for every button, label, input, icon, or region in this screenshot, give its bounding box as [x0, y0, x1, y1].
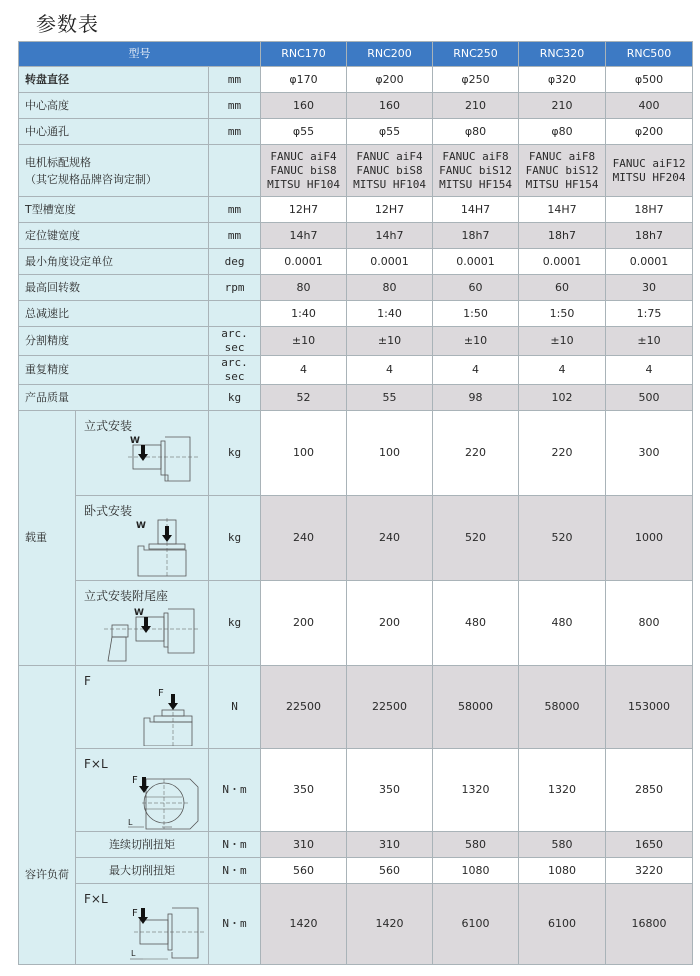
cell: 60: [433, 275, 519, 301]
cell: 300: [606, 411, 693, 496]
row-label: 定位键宽度: [19, 223, 209, 249]
row-label: [19, 145, 209, 197]
table-row: [19, 301, 693, 327]
cell: 102: [519, 385, 606, 411]
row-label: 转盘直径: [19, 67, 209, 93]
svg-text:F: F: [158, 688, 164, 699]
cell: 310: [261, 832, 347, 858]
row-unit: mm: [209, 197, 261, 223]
row-label: 中心高度: [19, 93, 209, 119]
cell: 220: [519, 411, 606, 496]
vertical-mount-diagram-icon: [128, 433, 203, 491]
cell: [433, 145, 519, 197]
cell: 6100: [433, 884, 519, 965]
row-label: 中心通孔: [19, 119, 209, 145]
cell: 0.0001: [606, 249, 693, 275]
motor-spec: FANUC aiF12: [612, 156, 686, 170]
motor-spec: FANUC aiF4: [270, 149, 337, 163]
table-row: [19, 581, 693, 666]
cell: 58000: [433, 666, 519, 749]
cell: ±10: [261, 327, 347, 356]
cell: φ55: [261, 119, 347, 145]
row-unit: arc. sec: [209, 356, 261, 385]
cell: φ320: [519, 67, 606, 93]
table-row: [19, 858, 693, 884]
row-unit: kg: [209, 411, 261, 496]
row-unit: mm: [209, 67, 261, 93]
motor-spec: FANUC aiF8: [528, 149, 596, 163]
cell: 1080: [433, 858, 519, 884]
cell: 12H7: [261, 197, 347, 223]
row-unit: [209, 145, 261, 197]
cell: 1420: [261, 884, 347, 965]
table-row: [19, 249, 693, 275]
cell: 480: [519, 581, 606, 666]
row-unit: arc. sec: [209, 327, 261, 356]
allowable-moment-cell: [76, 749, 209, 832]
cell: 4: [606, 356, 693, 385]
cell: 18h7: [519, 223, 606, 249]
motor-spec: FANUC biS12: [439, 163, 512, 177]
cell: 520: [519, 496, 606, 581]
cell: 0.0001: [347, 249, 433, 275]
cell: ±10: [606, 327, 693, 356]
cell: 3220: [606, 858, 693, 884]
cell: 560: [347, 858, 433, 884]
cell: 22500: [261, 666, 347, 749]
svg-text:W: W: [134, 608, 144, 618]
table-row: [19, 275, 693, 301]
table-row: [19, 223, 693, 249]
cell: φ55: [347, 119, 433, 145]
cell: 18H7: [606, 197, 693, 223]
cell: φ500: [606, 67, 693, 93]
cell: ±10: [433, 327, 519, 356]
table-row: [19, 666, 693, 749]
cell: 210: [433, 93, 519, 119]
row-unit: N・m: [209, 749, 261, 832]
cell: 55: [347, 385, 433, 411]
cell: 580: [519, 832, 606, 858]
cell: 58000: [519, 666, 606, 749]
cell: 2850: [606, 749, 693, 832]
cell: ±10: [347, 327, 433, 356]
cell: ±10: [519, 327, 606, 356]
motor-label-note: （其它规格品牌咨询定制）: [25, 172, 157, 186]
row-unit: mm: [209, 93, 261, 119]
cell: 1:50: [433, 301, 519, 327]
cell: 1:50: [519, 301, 606, 327]
vertical-tailstock-diagram-icon: [104, 605, 204, 663]
cell: 500: [606, 385, 693, 411]
cell: [519, 145, 606, 197]
cell: 210: [519, 93, 606, 119]
model-col-1: RNC170: [261, 42, 347, 67]
cell: φ250: [433, 67, 519, 93]
svg-text:F: F: [132, 775, 138, 786]
cell: 0.0001: [519, 249, 606, 275]
table-row: [19, 385, 693, 411]
motor-spec: FANUC aiF8: [442, 149, 509, 163]
cell: 560: [261, 858, 347, 884]
row-unit: mm: [209, 119, 261, 145]
cell: 4: [519, 356, 606, 385]
model-col-4: RNC320: [519, 42, 606, 67]
row-label: 产品质量: [19, 385, 209, 411]
cell: 200: [261, 581, 347, 666]
row-label: T型槽宽度: [19, 197, 209, 223]
row-label: 总减速比: [19, 301, 209, 327]
motor-label: 电机标配规格: [25, 155, 91, 169]
side-moment-diagram-icon: [128, 902, 204, 964]
cell: φ170: [261, 67, 347, 93]
row-unit: mm: [209, 223, 261, 249]
cell: 1650: [606, 832, 693, 858]
cell: 1:40: [347, 301, 433, 327]
row-label: 重复精度: [19, 356, 209, 385]
sub-label: F: [84, 674, 91, 688]
model-header: 型号: [19, 42, 261, 67]
model-col-3: RNC250: [433, 42, 519, 67]
cell: 1080: [519, 858, 606, 884]
motor-spec: FANUC biS8: [270, 163, 337, 177]
cell: 520: [433, 496, 519, 581]
allowable-force-cell: [76, 666, 209, 749]
row-unit: kg: [209, 496, 261, 581]
cell: 18h7: [606, 223, 693, 249]
cell: 480: [433, 581, 519, 666]
header-row: [19, 42, 693, 67]
horizontal-mount-diagram-icon: [136, 518, 196, 578]
cell: 1:40: [261, 301, 347, 327]
cell: 4: [433, 356, 519, 385]
motor-spec: FANUC biS8: [356, 163, 423, 177]
cell: 350: [347, 749, 433, 832]
cell: φ80: [433, 119, 519, 145]
table-row: [19, 496, 693, 581]
svg-text:F: F: [132, 908, 138, 919]
sub-label: 立式安装附尾座: [84, 589, 169, 603]
page-title: 参数表: [36, 12, 99, 36]
table-row: [19, 93, 693, 119]
cell: 1320: [433, 749, 519, 832]
motor-spec: FANUC aiF4: [356, 149, 423, 163]
cell: 6100: [519, 884, 606, 965]
cell: 580: [433, 832, 519, 858]
cell: 98: [433, 385, 519, 411]
row-label: 最高回转数: [19, 275, 209, 301]
row-unit: [209, 301, 261, 327]
spec-table: [18, 41, 693, 965]
sub-label: F×L: [84, 892, 108, 906]
cell: [606, 145, 693, 197]
svg-text:W: W: [136, 521, 146, 531]
sub-label: 连续切削扭矩: [76, 832, 209, 858]
load-tailstock-cell: [76, 581, 209, 666]
table-row: [19, 145, 693, 197]
cell: 350: [261, 749, 347, 832]
cell: 1:75: [606, 301, 693, 327]
motor-spec: MITSU HF104: [353, 177, 426, 191]
cell: 22500: [347, 666, 433, 749]
cell: 310: [347, 832, 433, 858]
cell: 14H7: [519, 197, 606, 223]
load-vertical-cell: [76, 411, 209, 496]
row-unit: kg: [209, 581, 261, 666]
table-row: [19, 749, 693, 832]
cell: 52: [261, 385, 347, 411]
svg-text:L: L: [131, 949, 136, 958]
table-row: [19, 832, 693, 858]
cell: 14h7: [347, 223, 433, 249]
sub-label: 立式安装: [84, 419, 133, 433]
row-unit: rpm: [209, 275, 261, 301]
load-horizontal-cell: [76, 496, 209, 581]
cell: 14h7: [261, 223, 347, 249]
svg-text:L: L: [128, 818, 133, 827]
cell: 18h7: [433, 223, 519, 249]
row-unit: N・m: [209, 832, 261, 858]
row-unit: deg: [209, 249, 261, 275]
motor-spec: MITSU HF204: [612, 170, 686, 184]
row-label: 最小角度设定单位: [19, 249, 209, 275]
axial-force-diagram-icon: [142, 684, 202, 746]
cell: [347, 145, 433, 197]
motor-spec: FANUC biS12: [525, 163, 599, 177]
cell: 220: [433, 411, 519, 496]
sub-label: 最大切削扭矩: [76, 858, 209, 884]
cell: 60: [519, 275, 606, 301]
model-col-2: RNC200: [347, 42, 433, 67]
cell: 4: [347, 356, 433, 385]
cell: 80: [261, 275, 347, 301]
table-row: [19, 411, 693, 496]
cell: 1000: [606, 496, 693, 581]
cell: 160: [261, 93, 347, 119]
motor-spec: MITSU HF104: [267, 177, 340, 191]
cell: 400: [606, 93, 693, 119]
cell: 240: [347, 496, 433, 581]
row-unit: N・m: [209, 884, 261, 965]
cell: 0.0001: [433, 249, 519, 275]
cell: [261, 145, 347, 197]
cell: 14H7: [433, 197, 519, 223]
table-row: [19, 356, 693, 385]
allowable-side-moment-cell: [76, 884, 209, 965]
cell: 4: [261, 356, 347, 385]
cell: φ200: [606, 119, 693, 145]
cell: 153000: [606, 666, 693, 749]
cell: 30: [606, 275, 693, 301]
motor-spec: MITSU HF154: [525, 177, 599, 191]
table-row: [19, 197, 693, 223]
row-unit: N・m: [209, 858, 261, 884]
allowable-group-label: 容许负荷: [19, 666, 76, 965]
motor-spec: MITSU HF154: [439, 177, 512, 191]
load-group-label: 载重: [19, 411, 76, 666]
row-unit: kg: [209, 385, 261, 411]
cell: 12H7: [347, 197, 433, 223]
row-unit: N: [209, 666, 261, 749]
cell: 1420: [347, 884, 433, 965]
svg-text:W: W: [130, 436, 140, 446]
cell: φ200: [347, 67, 433, 93]
table-row: [19, 67, 693, 93]
cell: 1320: [519, 749, 606, 832]
cell: 100: [261, 411, 347, 496]
cell: 0.0001: [261, 249, 347, 275]
sub-label: F×L: [84, 757, 108, 771]
cell: 16800: [606, 884, 693, 965]
sub-label: 卧式安装: [84, 504, 133, 518]
moment-diagram-icon: [120, 769, 206, 831]
cell: 800: [606, 581, 693, 666]
cell: 80: [347, 275, 433, 301]
cell: 240: [261, 496, 347, 581]
model-col-5: RNC500: [606, 42, 693, 67]
cell: 160: [347, 93, 433, 119]
table-row: [19, 119, 693, 145]
cell: 100: [347, 411, 433, 496]
table-row: [19, 884, 693, 965]
cell: φ80: [519, 119, 606, 145]
table-row: [19, 327, 693, 356]
row-label: 分割精度: [19, 327, 209, 356]
cell: 200: [347, 581, 433, 666]
